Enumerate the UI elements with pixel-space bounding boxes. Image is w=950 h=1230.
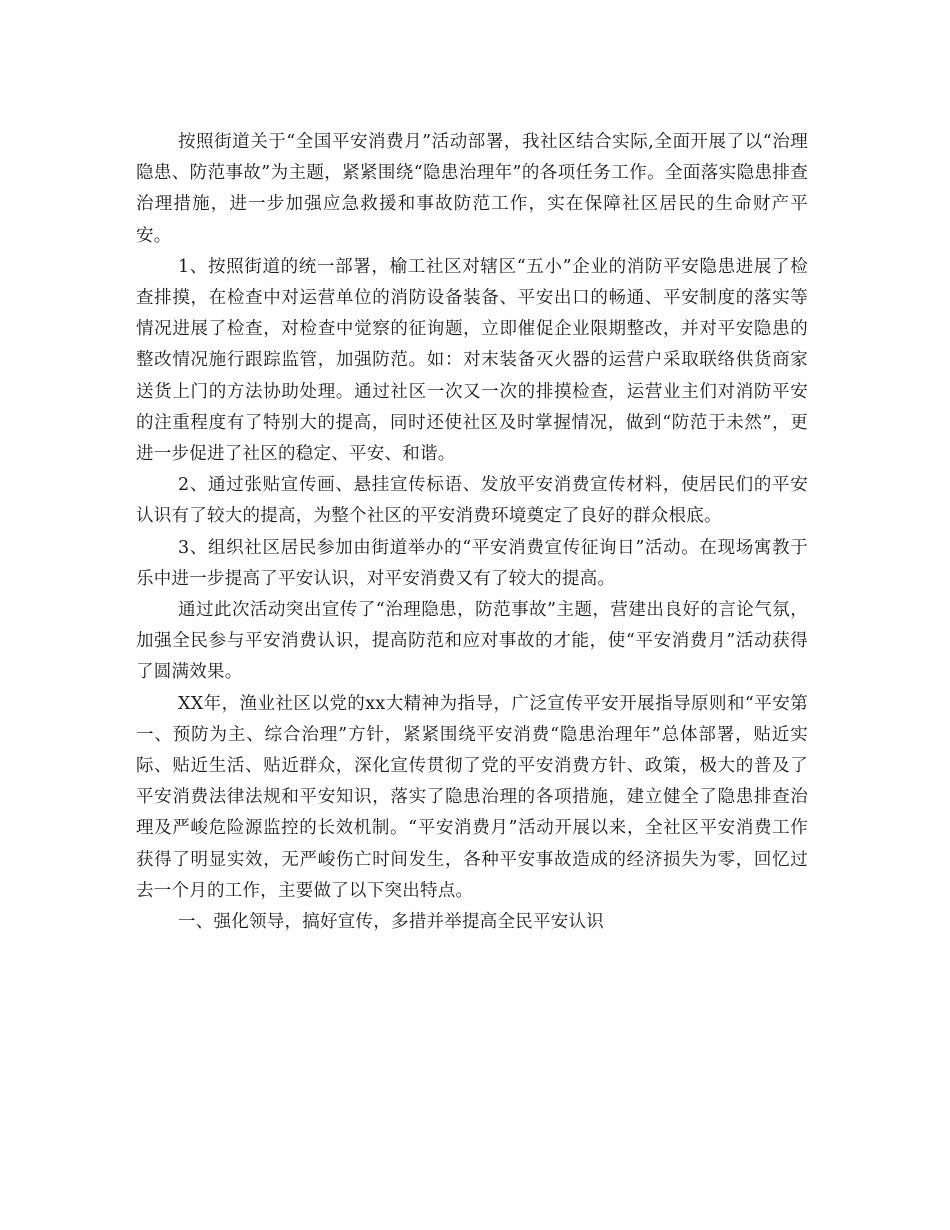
paragraph-item-3: 3、组织社区居民参加由街道举办的“平安消费宣传征询日”活动。在现场寓教于乐中进一步提高了平安认识，对平安消费又有了较大的提高。 [136,537,808,589]
paragraph-intro: 按照街道关于“全国平安消费月”活动部署，我社区结合实际,全面开展了以“治理隐患、防范事故”为主题，紧紧围绕“隐患治理年”的各项任务工作。全面落实隐患排查治理措施，进一步加强应急救援和事故防范工作，实在保障社区居民的生命财产平安。 [136,132,808,246]
document-body [136,127,808,938]
paragraph-item-2: 2、通过张贴宣传画、悬挂宣传标语、发放平安消费宣传材料，使居民们的平安认识有了较大的提高，为整个社区的平安消费环境奠定了良好的群众根底。 [136,475,808,527]
paragraph-summary: 通过此次活动突出宣传了“治理隐患，防范事故”主题，营建出良好的言论气氛，加强全民参与平安消费认识，提高防范和应对事故的才能，使“平安消费月”活动获得了圆满效果。 [136,600,808,683]
section-heading-1: 一、强化领导，搞好宣传，多措并举提高全民平安认识 [178,912,604,933]
paragraph-annual-review: XX年，渔业社区以党的xx大精神为指导，广泛宣传平安开展指导原则和“平安第一、预防为主、综合治理”方针，紧紧围绕平安消费“隐患治理年”总体部署，贴近实际、贴近生活、贴近群众，深化宣传贯彻了党的平安消费方针、政策，极大的普及了平安消费法律法规和平安知识，落实了隐患治理的各项措施，建立健全了隐患排查治理及严峻危险源监控的长效机制。“平安消费月”活动开展以来，全社区平安消费工作获得了明显实效，无严峻伤亡时间发生，各种平安事故造成的经济损失为零，回忆过去一个月的工作，主要做了以下突出特点。 [136,693,808,901]
paragraph-item-1: 1、按照街道的统一部署，榆工社区对辖区“五小”企业的消防平安隐患进展了检查排摸，在检查中对运营单位的消防设备装备、平安出口的畅通、平安制度的落实等情况进展了检查，对检查中觉察的征询题，立即催促企业限期整改，并对平安隐患的整改情况施行跟踪监管，加强防范。如：对末装备灭火器的运营户采取联络供货商家送货上门的方法协助处理。通过社区一次又一次的排摸检查，运营业主们对消防平安的注重程度有了特别大的提高，同时还使社区及时掌握情况，做到“防范于未然”，更进一步促进了社区的稳定、平安、和谐。 [136,256,808,465]
